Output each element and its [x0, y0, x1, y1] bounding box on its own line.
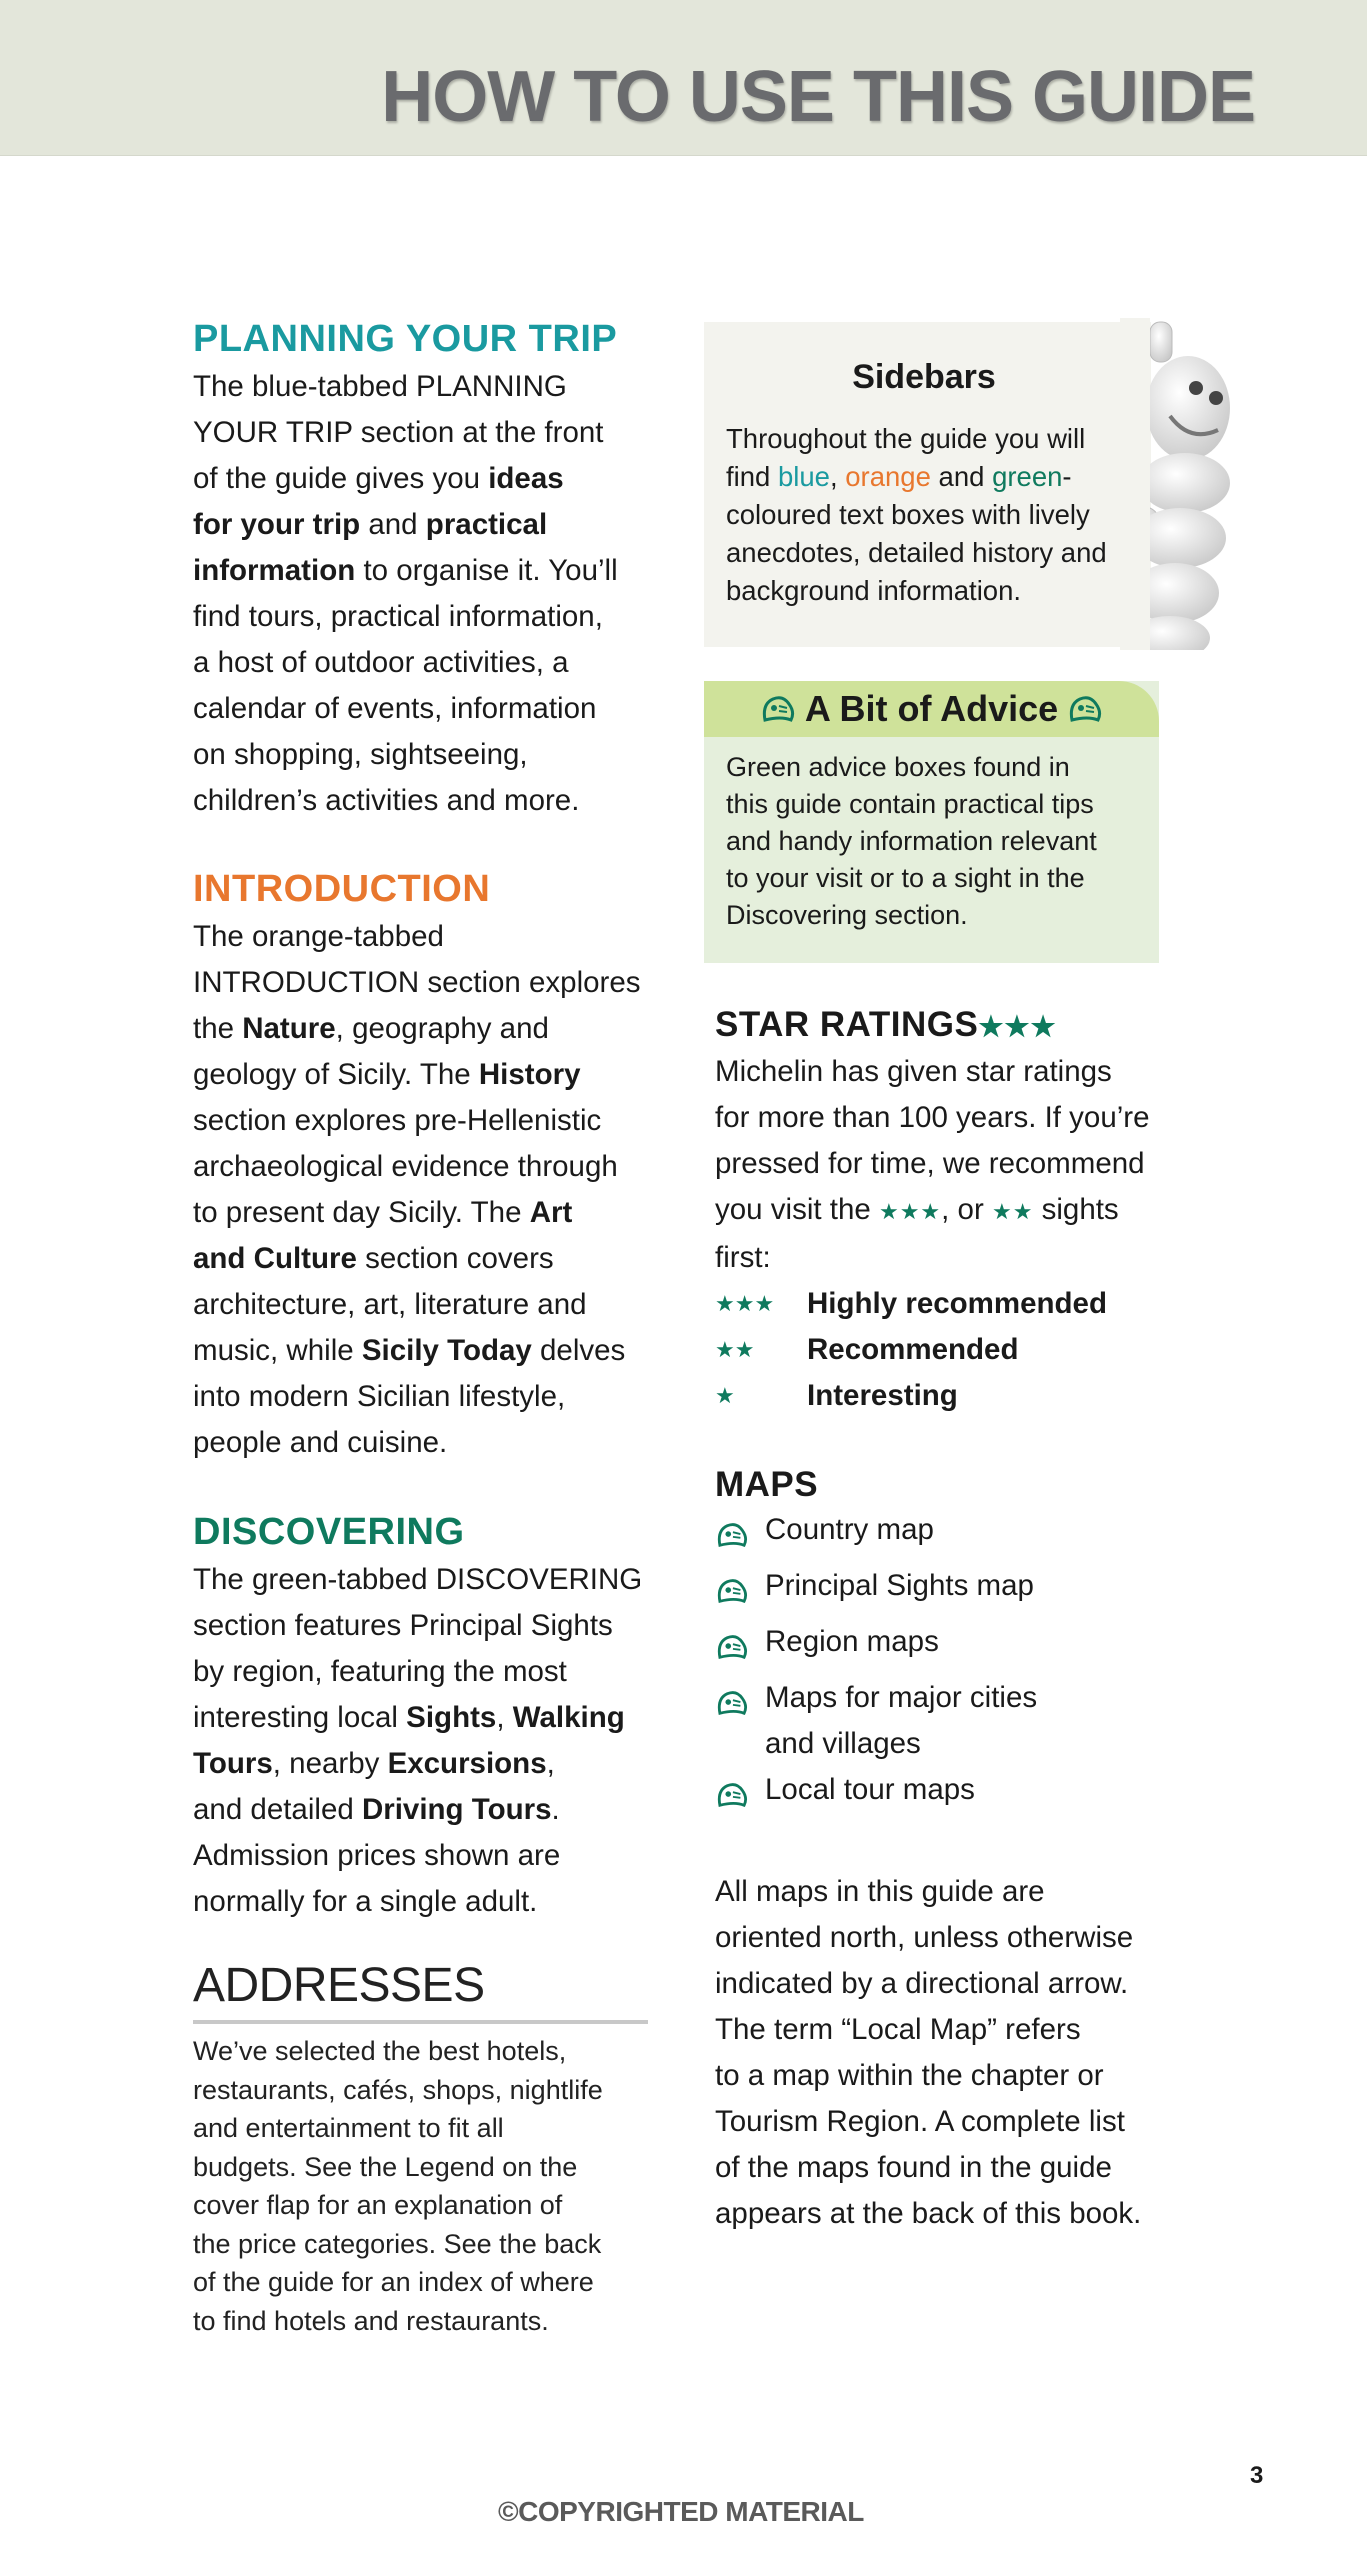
- text-segment: Throughout the guide you will: [726, 423, 1086, 454]
- text-segment: of the maps found in the guide: [715, 2151, 1112, 2184]
- text-segment: blue: [777, 461, 830, 492]
- text-segment: Michelin has given star ratings: [715, 1055, 1112, 1088]
- text-segment: INTRODUCTION section explores: [193, 966, 641, 999]
- text-line: [715, 1095, 1175, 1141]
- page-title: HOW TO USE THIS GUIDE: [381, 57, 1255, 137]
- michelin-mascot-illustration: [1120, 318, 1230, 650]
- text-line: [715, 2007, 1175, 2053]
- text-segment: and: [930, 461, 993, 492]
- text-segment: The term “Local Map” refers: [715, 2013, 1081, 2046]
- map-list-item: [715, 1619, 1175, 1675]
- text-segment: geology of Sicily. The: [193, 1058, 479, 1091]
- text-line: [726, 496, 1107, 534]
- planning-section: [193, 314, 653, 824]
- text-segment: budgets. See the Legend on the: [193, 2151, 578, 2182]
- addresses-heading: ADDRESSES: [193, 1959, 485, 2012]
- rating-label: Interesting: [807, 1379, 958, 1412]
- text-line: [715, 1961, 1175, 2007]
- map-item-label: Local tour maps: [765, 1773, 975, 1806]
- text-line: [715, 1187, 1175, 1235]
- text-line: [726, 534, 1107, 572]
- three-stars-icon: ★★★: [978, 1011, 1057, 1042]
- text-line: [715, 2099, 1175, 2145]
- maps-heading: MAPS: [715, 1465, 819, 1504]
- text-segment: , or: [941, 1193, 992, 1226]
- text-line: [193, 1144, 653, 1190]
- text-segment: We’ve selected the best hotels,: [193, 2036, 567, 2066]
- text-segment: to organise it. You’ll: [355, 554, 618, 587]
- text-line: [726, 458, 1107, 496]
- text-segment: appears at the back of this book.: [715, 2197, 1142, 2230]
- map-item-label: Maps for major cities and villages: [765, 1681, 1038, 1760]
- introduction-section: [193, 864, 653, 1466]
- text-segment: to a map within the chapter or: [715, 2059, 1104, 2092]
- text-line: [193, 1695, 653, 1741]
- text-segment: green: [992, 461, 1063, 492]
- text-segment: and detailed: [193, 1793, 362, 1826]
- bold-text: History: [478, 1058, 581, 1091]
- map-list-item: [715, 1675, 1175, 1767]
- map-item-label: Principal Sights map: [765, 1569, 1034, 1602]
- bold-text: ideas: [488, 462, 564, 495]
- text-segment: YOUR TRIP section at the front: [193, 416, 604, 449]
- map-list-item: [715, 1563, 1175, 1619]
- text-line: [193, 1282, 653, 1328]
- text-line: [193, 1006, 653, 1052]
- text-segment: to find hotels and restaurants.: [193, 2305, 549, 2336]
- text-line: [193, 1052, 653, 1098]
- discovering-heading: DISCOVERING: [193, 1511, 465, 1553]
- text-line: [193, 640, 653, 686]
- addresses-section: [193, 1958, 648, 2340]
- text-segment: , geography and: [335, 1012, 549, 1045]
- advice-header: [704, 681, 1159, 737]
- text-segment: a host of outdoor activities, a: [193, 646, 569, 679]
- maps-section: [715, 1463, 1175, 2237]
- star-rating-icon: ★★★: [715, 1291, 775, 1317]
- text-line: [726, 420, 1107, 458]
- text-segment: anecdotes, detailed history and: [726, 537, 1107, 568]
- text-segment: people and cuisine.: [193, 1426, 448, 1459]
- text-line: [726, 786, 1097, 823]
- text-segment: the: [193, 1012, 243, 1045]
- text-segment: sights: [1033, 1193, 1119, 1226]
- text-segment: into modern Sicilian lifestyle,: [193, 1380, 566, 1413]
- text-segment: Admission prices shown are: [193, 1839, 561, 1872]
- star-ratings-title: STAR RATINGS: [715, 1005, 979, 1044]
- text-segment: of the guide for an index of where: [193, 2267, 594, 2297]
- text-segment: section features Principal Sights: [193, 1609, 613, 1642]
- star-ratings-section: [715, 1003, 1175, 1419]
- rating-label: Highly recommended: [807, 1287, 1107, 1320]
- text-segment: pressed for time, we recommend: [715, 1147, 1145, 1180]
- text-segment: this guide contain practical tips: [726, 789, 1094, 819]
- text-segment: and handy information relevant: [726, 826, 1097, 856]
- text-segment: find: [726, 461, 778, 492]
- text-segment: you visit the: [715, 1193, 879, 1226]
- michelin-bib-icon: [715, 1563, 765, 1619]
- advice-heading: A Bit of Advice: [804, 688, 1059, 729]
- bold-text: practical: [425, 508, 548, 541]
- text-line: [193, 594, 653, 640]
- text-line: [193, 2263, 648, 2302]
- bold-text: for your trip: [193, 508, 361, 541]
- text-segment: to present day Sicily. The: [193, 1196, 530, 1229]
- text-line: [193, 2109, 648, 2148]
- text-line: [193, 1787, 653, 1833]
- text-segment: coloured text boxes with lively: [726, 499, 1090, 530]
- text-segment: find tours, practical information,: [193, 600, 603, 633]
- text-segment: background information.: [726, 575, 1022, 606]
- bold-text: Tours: [193, 1747, 273, 1780]
- bold-text: Excursions: [387, 1747, 547, 1780]
- discovering-section: [193, 1507, 653, 1925]
- maps-list: [715, 1507, 1175, 1823]
- text-segment: by region, featuring the most: [193, 1655, 567, 1688]
- text-segment: and: [360, 508, 426, 541]
- text-segment: indicated by a directional arrow.: [715, 1967, 1129, 2000]
- text-line: [715, 1869, 1175, 1915]
- text-line: [193, 1649, 653, 1695]
- text-segment: the price categories. See the back: [193, 2228, 602, 2259]
- bold-text: information: [193, 554, 356, 587]
- text-segment: section explores pre-Hellenistic: [193, 1104, 602, 1137]
- text-segment: Discovering section.: [726, 900, 968, 930]
- michelin-bib-icon: [761, 694, 795, 724]
- text-line: [193, 1374, 653, 1420]
- text-line: [193, 686, 653, 732]
- michelin-bib-icon: [715, 1675, 765, 1731]
- star-rating-icon: ★★★: [878, 1199, 942, 1224]
- star-rating-icon: ★★: [991, 1199, 1034, 1224]
- map-list-item: [715, 1507, 1175, 1563]
- sidebars-text: [726, 420, 1107, 610]
- text-segment: The green-tabbed DISCOVERING: [193, 1563, 643, 1596]
- text-segment: music, while: [193, 1334, 362, 1367]
- text-line: [726, 897, 1097, 934]
- text-line: [193, 548, 653, 594]
- text-segment: of the guide gives you: [193, 462, 489, 495]
- text-segment: -: [1062, 461, 1072, 492]
- text-segment: first:: [715, 1241, 771, 1274]
- text-segment: calendar of events, information: [193, 692, 597, 725]
- text-line: [715, 1915, 1175, 1961]
- planning-text: [193, 364, 653, 824]
- bold-text: Walking: [512, 1701, 625, 1734]
- text-segment: normally for a single adult.: [193, 1885, 538, 1918]
- text-line: [193, 778, 653, 824]
- text-segment: and entertainment to fit all: [193, 2113, 504, 2143]
- text-line: [715, 2145, 1175, 2191]
- text-segment: ,: [496, 1701, 513, 1734]
- text-line: [193, 2148, 648, 2187]
- text-line: [193, 2302, 648, 2341]
- bold-text: Sights: [406, 1701, 497, 1734]
- text-segment: architecture, art, literature and: [193, 1288, 587, 1321]
- bold-text: Nature: [242, 1012, 336, 1045]
- michelin-bib-icon: [715, 1507, 765, 1563]
- text-line: [726, 860, 1097, 897]
- michelin-bib-icon: [715, 1619, 765, 1675]
- text-segment: cover flap for an explanation of: [193, 2190, 563, 2220]
- text-line: [193, 2071, 648, 2110]
- copyright-notice: ©COPYRIGHTED MATERIAL: [498, 2496, 864, 2527]
- bold-text: Driving Tours: [361, 1793, 552, 1826]
- text-line: [193, 1236, 653, 1282]
- text-segment: , nearby: [272, 1747, 388, 1780]
- star-rating-icon: ★★: [715, 1337, 755, 1363]
- rating-row: [715, 1373, 1175, 1419]
- text-segment: oriented north, unless otherwise: [715, 1921, 1134, 1954]
- text-line: [193, 1098, 653, 1144]
- sidebars-heading: Sidebars: [852, 358, 996, 396]
- text-line: [715, 1141, 1175, 1187]
- text-segment: All maps in this guide are: [715, 1875, 1045, 1908]
- star-rating-icon: ★: [715, 1383, 735, 1409]
- text-line: [715, 2053, 1175, 2099]
- text-segment: section covers: [356, 1242, 554, 1275]
- text-line: [193, 364, 653, 410]
- text-segment: orange: [845, 461, 931, 492]
- text-line: [193, 1557, 653, 1603]
- text-line: [726, 572, 1107, 610]
- text-segment: interesting local: [193, 1701, 407, 1734]
- text-segment: to your visit or to a sight in the: [726, 863, 1085, 893]
- text-line: [193, 502, 653, 548]
- text-line: [726, 749, 1097, 786]
- rating-row: [715, 1281, 1175, 1327]
- sidebars-box: [704, 322, 1151, 647]
- bold-text: Art: [529, 1196, 573, 1229]
- text-segment: on shopping, sightseeing,: [193, 738, 528, 771]
- michelin-bib-icon: [715, 1767, 765, 1823]
- text-segment: for more than 100 years. If you’re: [715, 1101, 1150, 1134]
- star-ratings-text: [715, 1049, 1175, 1281]
- advice-box: [704, 681, 1159, 963]
- discovering-text: [193, 1557, 653, 1925]
- text-line: [193, 456, 653, 502]
- text-segment: .: [551, 1793, 560, 1826]
- page-header: [0, 0, 1367, 156]
- text-line: [193, 2225, 648, 2264]
- text-segment: ,: [829, 461, 846, 492]
- text-segment: delves: [531, 1334, 626, 1367]
- text-line: [193, 1328, 653, 1374]
- text-segment: The orange-tabbed: [193, 920, 444, 953]
- text-line: [715, 2191, 1175, 2237]
- introduction-heading: INTRODUCTION: [193, 868, 491, 910]
- michelin-bib-icon: [1068, 694, 1102, 724]
- text-line: [715, 1235, 1175, 1281]
- maps-text: [715, 1869, 1175, 2237]
- text-segment: The blue-tabbed PLANNING: [193, 370, 567, 403]
- text-line: [193, 1420, 653, 1466]
- text-line: [193, 1190, 653, 1236]
- text-line: [193, 1741, 653, 1787]
- rating-label: Recommended: [807, 1333, 1019, 1366]
- planning-heading: PLANNING YOUR TRIP: [193, 318, 618, 360]
- text-line: [715, 1049, 1175, 1095]
- text-line: [193, 1879, 653, 1925]
- addresses-divider: [193, 2020, 648, 2024]
- text-segment: Tourism Region. A complete list: [715, 2105, 1125, 2138]
- text-segment: children’s activities and more.: [193, 784, 580, 817]
- star-ratings-heading: [715, 1003, 1175, 1049]
- introduction-text: [193, 914, 653, 1466]
- text-line: [193, 914, 653, 960]
- text-line: [193, 732, 653, 778]
- text-line: [193, 2032, 648, 2071]
- page-number: 3: [1250, 2462, 1264, 2489]
- bold-text: Sicily Today: [361, 1334, 532, 1367]
- map-item-label: Region maps: [765, 1625, 939, 1658]
- text-line: [193, 410, 653, 456]
- text-line: [193, 960, 653, 1006]
- advice-text: [726, 749, 1097, 934]
- text-segment: restaurants, cafés, shops, nightlife: [193, 2074, 603, 2105]
- map-list-item: [715, 1767, 1175, 1823]
- bold-text: and Culture: [193, 1242, 357, 1275]
- text-line: [193, 1833, 653, 1879]
- text-segment: Green advice boxes found in: [726, 752, 1070, 782]
- text-line: [193, 2186, 648, 2225]
- rating-row: [715, 1327, 1175, 1373]
- text-segment: archaeological evidence through: [193, 1150, 618, 1183]
- ratings-list: [715, 1281, 1175, 1419]
- addresses-text: [193, 2032, 648, 2340]
- map-item-label: Country map: [765, 1513, 934, 1546]
- text-line: [726, 823, 1097, 860]
- text-segment: ,: [546, 1747, 555, 1780]
- text-line: [193, 1603, 653, 1649]
